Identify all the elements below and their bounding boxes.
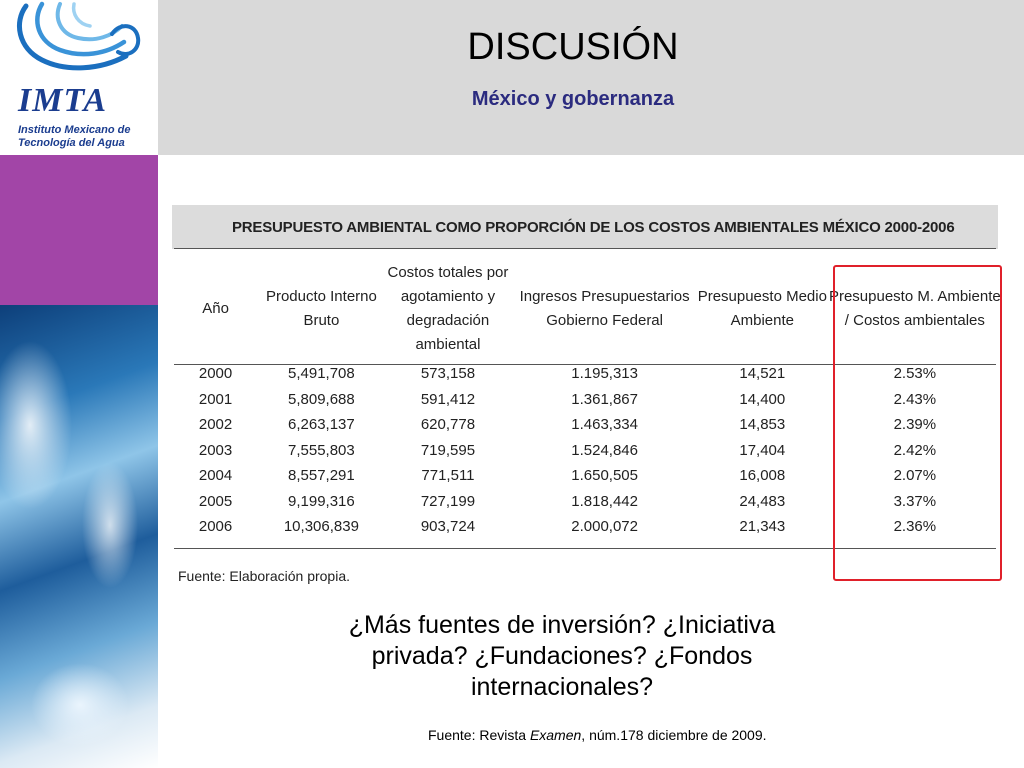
- table-cell: 727,199: [420, 492, 476, 510]
- discussion-questions: ¿Más fuentes de inversión? ¿Iniciativa privada? ¿Fundaciones? ¿Fondos internacionales?: [348, 611, 776, 701]
- table-rule-top: [174, 248, 996, 249]
- logo-name-line-2: Tecnología del Agua: [18, 137, 125, 149]
- column-header: Producto Interno Bruto: [265, 288, 377, 329]
- column-header: Año: [202, 300, 229, 317]
- table-cell: 591,412: [420, 390, 476, 408]
- table-cell: 14,853: [739, 416, 786, 433]
- logo-acronym: IMTA: [18, 82, 108, 119]
- table-cell: 903,724: [420, 518, 476, 535]
- table-cell: 5,491,708: [288, 365, 355, 382]
- table-cell: 3.37%: [893, 492, 937, 510]
- table-cell: 24,483: [739, 492, 786, 510]
- slide-subtitle: México y gobernanza: [471, 88, 675, 110]
- table-cell: 5,809,688: [288, 390, 355, 408]
- imta-logo: [0, 0, 158, 155]
- table-cell: 719,595: [420, 441, 476, 459]
- budget-table-figure: [172, 205, 1002, 593]
- purple-band: [0, 155, 158, 305]
- table-cell: 2001: [198, 390, 233, 408]
- logo-name-line-1: Instituto Mexicano de: [18, 124, 131, 136]
- table-cell: 2004: [198, 467, 233, 484]
- table-cell: 21,343: [739, 518, 786, 535]
- table-cell: 14,400: [739, 390, 786, 408]
- table-cell: 1.524,846: [571, 441, 638, 459]
- table-cell: 2.000,072: [571, 518, 638, 535]
- table-source-note: Fuente: Elaboración propia.: [178, 568, 350, 584]
- table-cell: 2002: [198, 416, 233, 433]
- table-cell: 771,511: [421, 467, 475, 484]
- table-cell: 620,778: [420, 416, 476, 433]
- table-cell: 2003: [198, 441, 233, 459]
- left-sidebar: [0, 0, 158, 768]
- table-cell: 7,555,803: [288, 441, 355, 459]
- table-title: PRESUPUESTO AMBIENTAL COMO PROPORCIÓN DE LOS COSTOS AMBIENTALES MÉXICO 2000-2006: [172, 205, 998, 249]
- water-swirl-icon: [8, 0, 148, 82]
- table-cell: 2.53%: [893, 365, 937, 382]
- ratio-column-highlight: [833, 265, 1002, 581]
- table-cell: 6,263,137: [288, 416, 355, 433]
- table-cell: 2.07%: [893, 467, 937, 484]
- table-cell: 2000: [198, 365, 233, 382]
- water-photo: [0, 305, 158, 768]
- table-cell: 2005: [198, 492, 233, 510]
- table-cell: 1.818,442: [571, 492, 638, 510]
- column-header: Presupuesto M. Ambiente / Costos ambientales: [828, 288, 1001, 329]
- table-cell: 2006: [198, 518, 233, 535]
- column-header: Presupuesto Medio Ambiente: [697, 288, 827, 329]
- table-cell: 16,008: [739, 467, 786, 484]
- column-header: Ingresos Presupuestarios Gobierno Federal: [519, 288, 690, 329]
- column-header: Costos totales por agotamiento y degradación ambiental: [387, 264, 509, 353]
- table-cell: 1.195,313: [571, 365, 638, 382]
- slide-header: [158, 0, 1024, 155]
- table-cell: 8,557,291: [288, 467, 355, 484]
- table-cell: 17,404: [739, 441, 786, 459]
- table-cell: 2.39%: [893, 416, 937, 433]
- table-cell: 9,199,316: [288, 492, 355, 510]
- reference-journal: Examen: [529, 727, 582, 743]
- table-cell: 2.43%: [893, 390, 937, 408]
- table-cell: 1.650,505: [571, 467, 638, 484]
- reference-prefix: Fuente: Revista: [428, 727, 530, 743]
- table-cell: 10,306,839: [283, 518, 359, 535]
- table-cell: 1.361,867: [571, 390, 638, 408]
- table-cell: 2.36%: [893, 518, 937, 535]
- reference-suffix: , núm.178 diciembre de 2009.: [581, 727, 767, 743]
- table-cell: 1.463,334: [571, 416, 638, 433]
- table-cell: 14,521: [739, 365, 786, 382]
- source-reference: [428, 727, 767, 743]
- table-cell: 573,158: [420, 365, 476, 382]
- slide-title: DISCUSIÓN: [467, 26, 679, 68]
- table-cell: 2.42%: [893, 441, 937, 459]
